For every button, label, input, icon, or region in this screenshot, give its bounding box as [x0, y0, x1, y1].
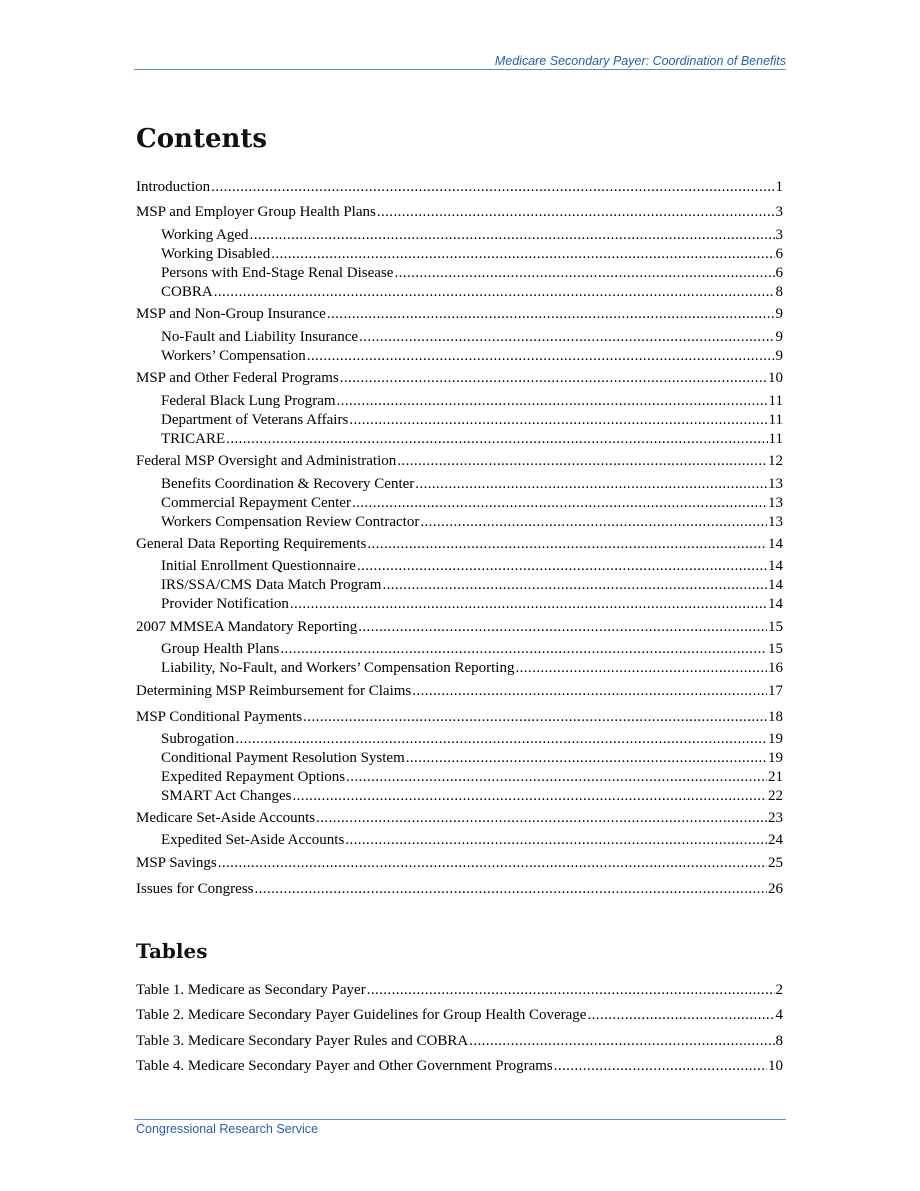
toc-subentry[interactable]: Subrogation ..... 19	[161, 730, 783, 748]
toc-entry[interactable]: MSP and Employer Group Health Plans ..... 3	[136, 203, 783, 221]
toc-entry[interactable]: MSP Savings ..... 25	[136, 854, 783, 872]
tables-heading: Tables	[136, 939, 208, 963]
toc-subentry[interactable]: Expedited Set-Aside Accounts ..... 24	[161, 831, 783, 849]
table-entry[interactable]: Table 4. Medicare Secondary Payer and Other Government Programs ..... 10	[136, 1057, 783, 1075]
toc-subentry[interactable]: Federal Black Lung Program ..... 11	[161, 392, 783, 410]
toc-subentry[interactable]: IRS/SSA/CMS Data Match Program ..... 14	[161, 576, 783, 594]
toc-entry[interactable]: General Data Reporting Requirements ..... 14	[136, 535, 783, 553]
toc-subentry[interactable]: Department of Veterans Affairs ..... 11	[161, 411, 783, 429]
running-header-title: Medicare Secondary Payer: Coordination of Benefits	[494, 54, 786, 68]
table-entry[interactable]: Table 1. Medicare as Secondary Payer ..... 2	[136, 981, 783, 999]
table-entry[interactable]: Table 3. Medicare Secondary Payer Rules and COBRA ..... 8	[136, 1032, 783, 1050]
toc-subentry[interactable]: COBRA ..... 8	[161, 283, 783, 301]
toc-entry[interactable]: Federal MSP Oversight and Administration ..... 12	[136, 452, 783, 470]
table-entry[interactable]: Table 2. Medicare Secondary Payer Guidelines for Group Health Coverage ..... 4	[136, 1006, 783, 1024]
toc-subentry[interactable]: Working Disabled ..... 6	[161, 245, 783, 263]
footer-organization: Congressional Research Service	[136, 1122, 319, 1136]
toc-subentry[interactable]: Expedited Repayment Options ..... 21	[161, 768, 783, 786]
contents-heading: Contents	[136, 124, 268, 154]
toc-subentry[interactable]: Working Aged ..... 3	[161, 226, 783, 244]
toc-subentry[interactable]: TRICARE ..... 11	[161, 430, 783, 448]
toc-subentry[interactable]: Commercial Repayment Center ..... 13	[161, 494, 783, 512]
toc-entry[interactable]: 2007 MMSEA Mandatory Reporting ..... 15	[136, 618, 783, 636]
toc-subentry[interactable]: Benefits Coordination & Recovery Center ..... 13	[161, 475, 783, 493]
toc-subentry[interactable]: Workers’ Compensation ..... 9	[161, 347, 783, 365]
toc-entry[interactable]: Determining MSP Reimbursement for Claims ..... 17	[136, 682, 783, 700]
toc-subentry[interactable]: Provider Notification ..... 14	[161, 595, 783, 613]
toc-subentry[interactable]: No-Fault and Liability Insurance ..... 9	[161, 328, 783, 346]
toc-subentry[interactable]: Persons with End-Stage Renal Disease ..... 6	[161, 264, 783, 282]
toc-entry[interactable]: MSP Conditional Payments ..... 18	[136, 708, 783, 726]
header-divider	[134, 69, 786, 70]
toc-subentry[interactable]: Initial Enrollment Questionnaire ..... 14	[161, 557, 783, 575]
toc-subentry[interactable]: Workers Compensation Review Contractor ..... 13	[161, 513, 783, 531]
toc-subentry[interactable]: Group Health Plans ..... 15	[161, 640, 783, 658]
toc-entry[interactable]: Introduction ..... 1	[136, 178, 783, 196]
toc-entry[interactable]: Medicare Set-Aside Accounts ..... 23	[136, 809, 783, 827]
toc-entry[interactable]: MSP and Other Federal Programs ..... 10	[136, 369, 783, 387]
toc-subentry[interactable]: SMART Act Changes ..... 22	[161, 787, 783, 805]
footer-divider	[134, 1119, 786, 1120]
toc-subentry[interactable]: Liability, No-Fault, and Workers’ Compensation Reporting ..... 16	[161, 659, 783, 677]
toc-subentry[interactable]: Conditional Payment Resolution System ..... 19	[161, 749, 783, 767]
toc-entry[interactable]: Issues for Congress ..... 26	[136, 880, 783, 898]
toc-entry[interactable]: MSP and Non-Group Insurance ..... 9	[136, 305, 783, 323]
